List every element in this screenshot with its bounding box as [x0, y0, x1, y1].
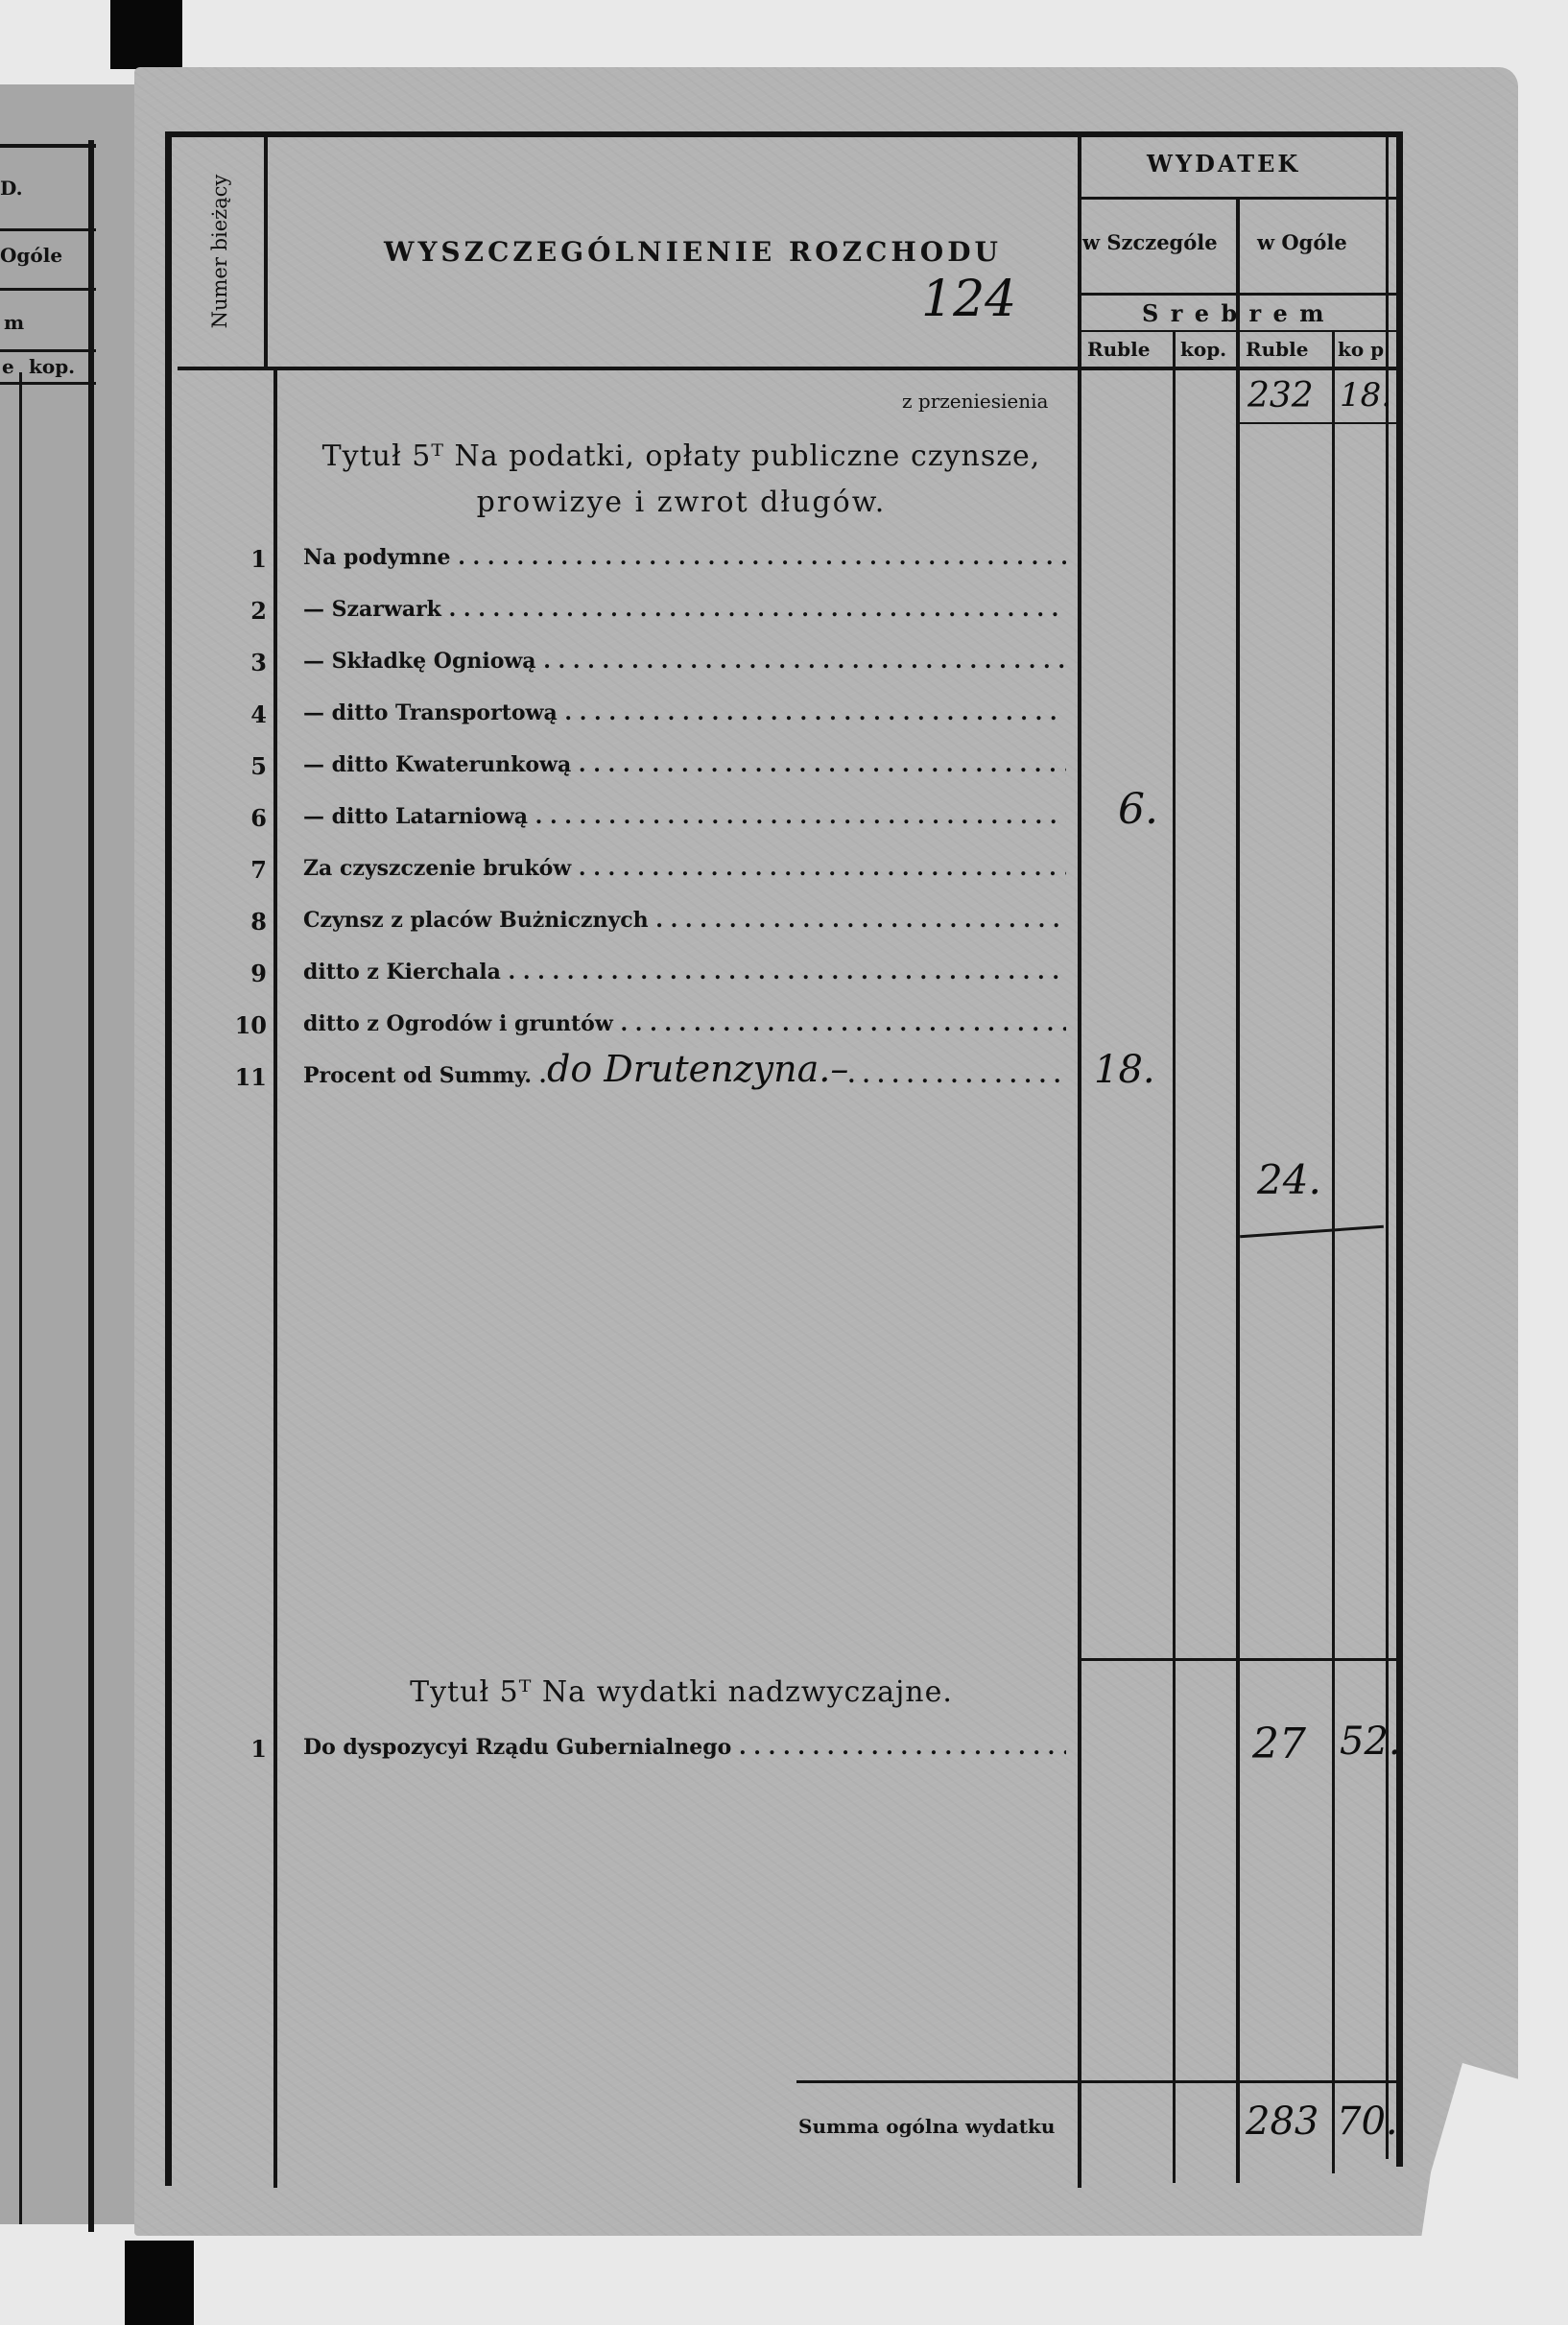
row-number: 10: [234, 1011, 267, 1039]
total-header: w Ogóle: [1257, 230, 1347, 254]
left-page-header-text: Ogóle: [0, 244, 63, 267]
section-1-total: 24.: [1257, 1156, 1321, 1203]
row-total-rubles: 27: [1252, 1720, 1306, 1768]
section-1-title: Tytuł 5ᵀ Na podatki, opłaty publiczne czynsze,: [321, 439, 1041, 473]
header-col-divider: [264, 134, 268, 369]
rubles-header: Ruble: [1246, 338, 1309, 361]
row-number: 11: [234, 1063, 267, 1091]
row-number: 3: [250, 649, 267, 676]
rubles-header: Ruble: [1087, 338, 1151, 361]
carry-over-kop: 18.: [1340, 376, 1392, 415]
description-column-line: [1078, 134, 1081, 2188]
row-number: 1: [250, 1735, 267, 1763]
row-number: 4: [250, 700, 267, 728]
left-page: [0, 84, 147, 2224]
rubles-kop-divider: [1173, 369, 1176, 2183]
row-total-kop: 52.: [1340, 1720, 1401, 1764]
left-page-header-text: kop.: [29, 355, 76, 378]
film-border: [125, 2241, 194, 2325]
row-handwritten-note: do Drutenzyna.–: [547, 1048, 849, 1090]
row-label: Za czyszczenie bruków . . .: [303, 856, 1066, 881]
header-line: [1080, 197, 1396, 200]
row-number: 6: [250, 804, 267, 832]
folio-number: 124: [921, 271, 1017, 328]
section-1-title-line2: prowizye i zwrot długów.: [476, 486, 887, 519]
header-line: [1080, 330, 1396, 332]
row-number: 5: [250, 752, 267, 780]
header-bottom-line: [178, 367, 1398, 370]
left-page-header-text: D.: [0, 177, 23, 200]
row-label: Czynsz z placów Bużnicznych . . .: [303, 908, 1066, 933]
row-detail-amount: 6.: [1118, 785, 1158, 834]
row-label: ditto z Kierchala . . .: [303, 960, 1066, 985]
sum-line: [796, 2080, 1396, 2083]
row-number: 1: [250, 545, 267, 573]
carry-underline: [1236, 422, 1397, 424]
kop-header: kop.: [1180, 338, 1227, 361]
number-column-label: Numer bieżący: [208, 174, 231, 329]
film-border: [110, 0, 182, 69]
row-number: 7: [250, 856, 267, 884]
row-detail-amount: 18.: [1094, 1048, 1155, 1092]
left-page-header-text: m: [4, 311, 25, 334]
srebrem-header: S r e b r e m: [1142, 299, 1326, 327]
wydatek-header: WYDATEK: [1147, 150, 1301, 178]
row-label: Procent od Summy. . . .: [303, 1063, 1066, 1088]
row-number: 8: [250, 908, 267, 936]
grand-total-label: Summa ogólna wydatku: [798, 2115, 1056, 2138]
number-header-cell: [182, 144, 259, 365]
row-label: — Szarwark . . .: [303, 597, 1066, 622]
left-page-header-text: e: [2, 355, 14, 378]
row-number: 9: [250, 960, 267, 987]
detail-total-divider: [1236, 197, 1240, 2183]
kop-header: ko p: [1338, 338, 1385, 361]
row-label: — ditto Latarniową . . .: [303, 804, 1066, 829]
row-number: 2: [250, 597, 267, 625]
section-2-title: Tytuł 5ᵀ Na wydatki nadzwyczajne.: [410, 1675, 953, 1709]
outer-left-border: [165, 132, 172, 2186]
outer-right-border: [1396, 132, 1403, 2167]
carry-over-rubles: 232: [1247, 376, 1314, 415]
section-separator: [1080, 1658, 1396, 1661]
carry-over-label: z przeniesienia: [902, 390, 1049, 413]
row-label: — ditto Kwaterunkową . . .: [303, 752, 1066, 777]
grand-total-rubles: 283: [1246, 2100, 1319, 2144]
top-border: [165, 131, 1403, 137]
row-label: — Składkę Ogniową . . .: [303, 649, 1066, 674]
rubles-kop-divider-2: [1332, 369, 1335, 2173]
row-label: Do dyspozycyi Rządu Gubernialnego . . .: [303, 1735, 1066, 1760]
row-label: — ditto Transportową . . .: [303, 700, 1066, 725]
row-label: Na podymne . . .: [303, 545, 1066, 570]
page-title: WYSZCZEGÓLNIENIE ROZCHODU: [384, 236, 1002, 268]
header-line: [1080, 293, 1396, 296]
inner-right-line: [1386, 134, 1389, 2159]
detail-header: w Szczególe: [1082, 230, 1218, 254]
grand-total-kop: 70.: [1337, 2100, 1398, 2144]
number-column-line: [273, 369, 277, 2188]
row-label: ditto z Ogrodów i gruntów . . .: [303, 1011, 1066, 1036]
